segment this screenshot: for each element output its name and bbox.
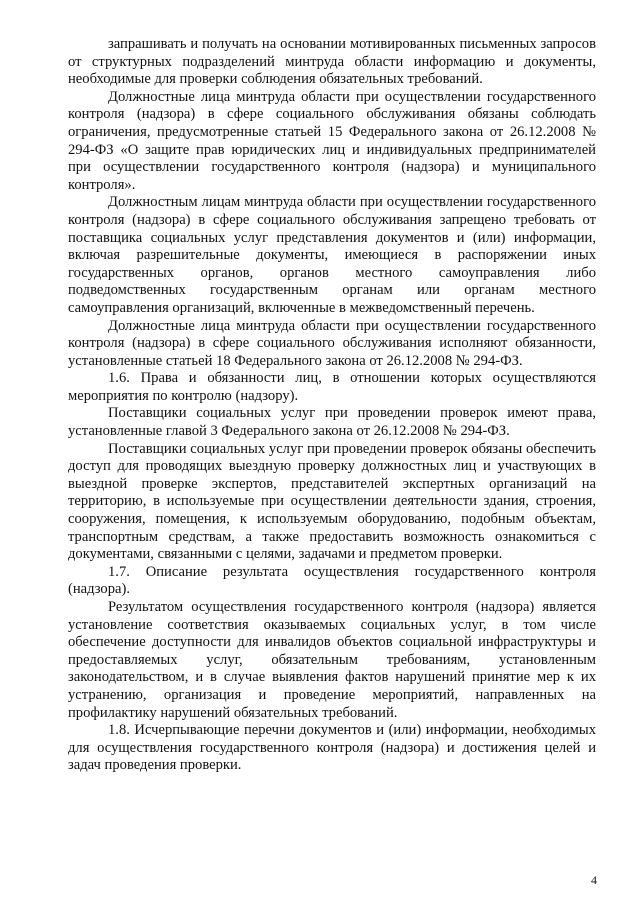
paragraph-officials-restrictions: Должностные лица минтруда области при осуществлении государственного контроля (надзора) в сфере социального обслуживания обязаны соблюдать ограничения, предусмотренные статьей 15 Федерального закона от 26.12.2008 № 294-ФЗ «О защите прав юридических лиц и индивидуальных предпринимателей при осуществлении государственного контроля (надзора) и муниципального контроля».: [68, 88, 596, 193]
section-heading-1-6: 1.6. Права и обязанности лиц, в отношении которых осуществляются мероприятия по контролю (надзору).: [68, 370, 596, 404]
page-number: 4: [591, 873, 597, 887]
paragraph-control-result: Результатом осуществления государственного контроля (надзора) является установление соответствия оказываемых социальных услуг, в том числе обеспечение доступности для инвалидов объектов социальной инфраструктуры и предоставляемых услуг, обязательным требованиям, установленным законодательством, и в случае выявления фактов нарушений принятие мер к их устранению, организация и проведение мероприятий, направленных на профилактику нарушений обязательных требований.: [68, 599, 596, 721]
paragraph-providers-duties: Поставщики социальных услуг при проведении проверок обязаны обеспечить доступ для проводящих выездную проверку должностных лиц и участвующих в выездной проверке экспертов, представителей экспертных организаций на территорию, в используемые при осуществлении деятельности здания, строения, сооружения, помещения, к используемым оборудованию, подобным объектам, транспортным средствам, а также предоставить возможность ознакомиться с документами, связанными с целями, задачами и предметом проверки.: [68, 440, 596, 563]
paragraph-officials-duties: Должностные лица минтруда области при осуществлении государственного контроля (надзора) в сфере социального обслуживания исполняют обязанности, установленные статьей 18 Федерального закона от 26.12.2008 № 294-ФЗ.: [68, 317, 596, 369]
section-heading-1-7: 1.7. Описание результата осуществления государственного контроля (надзора).: [68, 563, 596, 598]
paragraph-officials-prohibitions: Должностным лицам минтруда области при осуществлении государственного контроля (надзора) в сфере социального обслуживания запрещено требовать от поставщика социальных услуг представления документов и (или) информации, включая разрешительные документы, имеющиеся в распоряжении иных государственных органов, органов местного самоуправления либо подведомственных государственным органам или органам местного самоуправления организаций, включенные в межведомственный перечень.: [68, 194, 596, 316]
paragraph-providers-rights: Поставщики социальных услуг при проведении проверок имеют права, установленные главой 3 Федерального закона от 26.12.2008 № 294-ФЗ.: [68, 405, 596, 440]
document-body: [68, 36, 596, 775]
paragraph-continuation: запрашивать и получать на основании мотивированных письменных запросов от структурных подразделений минтруда области информацию и документы, необходимые для проверки соблюдения обязательных требований.: [68, 36, 596, 88]
section-heading-1-8: 1.8. Исчерпывающие перечни документов и (или) информации, необходимых для осуществления государственного контроля (надзора) и достижения целей и задач проведения проверки.: [68, 722, 596, 774]
